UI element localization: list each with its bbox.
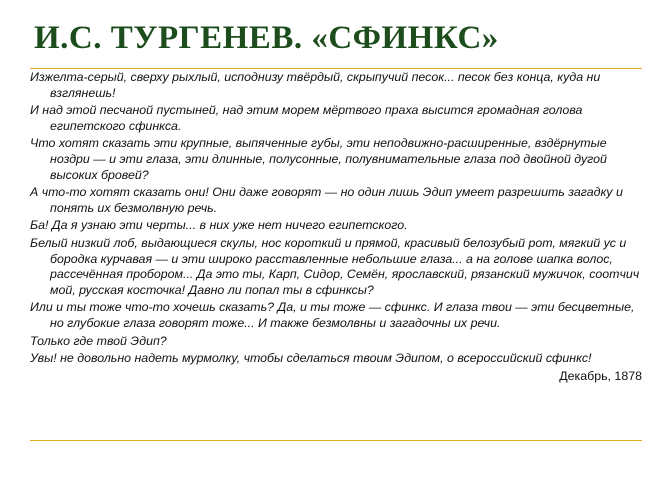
paragraph-7: Или и ты тоже что-то хочешь сказать? Да, и ты тоже — сфинкс. И глаза твои — эти бесцветные, но глубокие глаза говорят тоже... И также безмолвны и загадочны их речи. — [30, 300, 635, 330]
paragraph-2: И над этой песчаной пустыней, над этим морем мёртвого праха высится громадная голова египетского сфинкса. — [30, 103, 583, 133]
paragraph-8: Только где твой Эдип? — [30, 333, 167, 348]
title-divider — [30, 68, 642, 69]
paragraph-4: А что-то хотят сказать они! Они даже говорят — но один лишь Эдип умеет разрешить загадку и понять их безмолвную речь. — [30, 185, 623, 215]
paragraph-5: Ба! Да я узнаю эти черты... в них уже нет ничего египетского. — [30, 218, 408, 233]
paragraph-6: Белый низкий лоб, выдающиеся скулы, нос короткий и прямой, красивый белозубый рот, мягкий ус и бородка курчавая — и эти широко расставленные небольшие глаза... а на голове шапка волос, рассечённая пробором... Да это ты, Карп, Сидор, Семён, ярославский, рязанский мужичок, соотчич мой, русская косточка! Давно ли попал ты в сфинксы? — [30, 235, 640, 297]
poem-text — [30, 70, 642, 384]
paragraph-3: Что хотят сказать эти крупные, выпяченные губы, эти неподвижно-расширенные, вздёрнутые ноздри — и эти глаза, эти длинные, полусонные, полувнимательные глаза под двойной дугой высоких бровей? — [30, 136, 607, 182]
paragraph-1: Изжелта-серый, сверху рыхлый, исподнизу твёрдый, скрыпучий песок... песок без конца, куда ни взглянешь! — [30, 70, 601, 100]
slide-title: И.С. ТУРГЕНЕВ. «СФИНКС» — [34, 20, 499, 56]
bottom-divider — [30, 440, 642, 441]
paragraph-9: Увы! не довольно надеть мурмолку, чтобы сделаться твоим Эдипом, о всероссийский сфинкс! — [30, 351, 592, 366]
poem-date: Декабрь, 1878 — [559, 368, 642, 383]
